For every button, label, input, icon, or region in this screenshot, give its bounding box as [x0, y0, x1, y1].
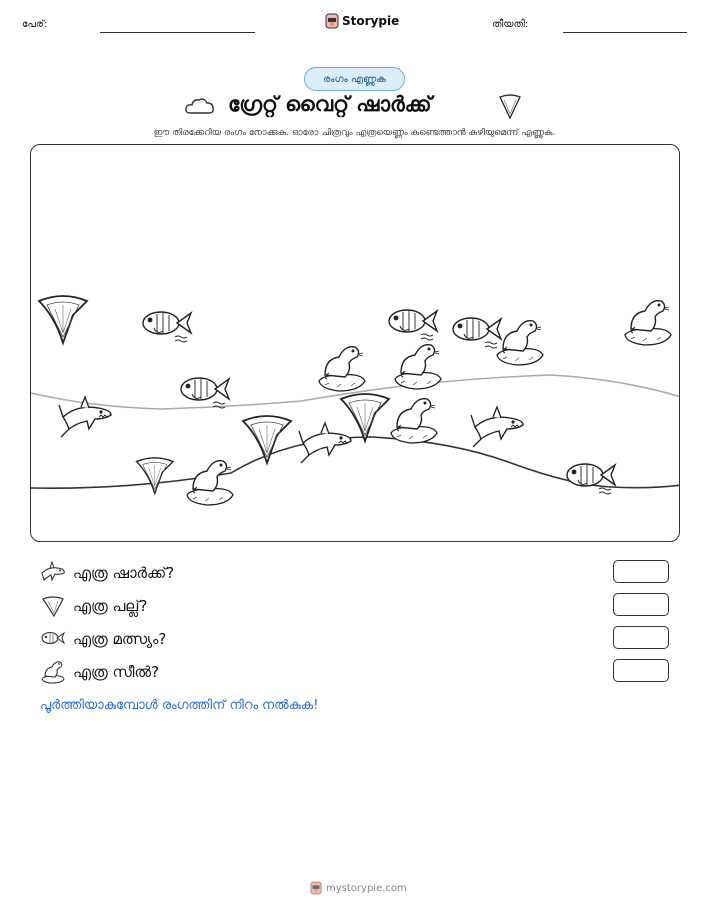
- answer-box-sharks[interactable]: [613, 560, 669, 583]
- scene-fish: [143, 312, 191, 342]
- date-label: തീയതി:: [492, 19, 529, 30]
- scene-shark: [471, 407, 523, 447]
- scene-seal: [497, 321, 543, 365]
- question-sharks: എത്ര ഷാർക്ക്?: [73, 564, 175, 582]
- scene-fish: [181, 378, 229, 408]
- counting-scene: [30, 144, 680, 542]
- question-row-sharks: [40, 560, 672, 586]
- name-label: പേര്:: [22, 19, 48, 30]
- tooth-icon: [40, 593, 66, 619]
- color-instruction: പൂർത്തിയാകുമ്പോൾ രംഗത്തിന് നിറം നൽകുക!: [40, 698, 319, 713]
- answer-box-seals[interactable]: [613, 659, 669, 682]
- title-row: [0, 92, 709, 122]
- scene-seal: [625, 301, 671, 345]
- activity-badge: രംഗം എണ്ണുക: [304, 67, 405, 91]
- seal-icon: [40, 659, 66, 685]
- shark-tooth-icon: [497, 92, 523, 120]
- question-seals: എത്ര സീൽ?: [73, 663, 160, 681]
- page-title: ഗ്രേറ്റ് വൈറ്റ് ഷാർക്ക്: [228, 92, 432, 116]
- scene-seal: [187, 461, 233, 505]
- question-fish: എത്ര മത്സ്യം?: [73, 630, 167, 648]
- shark-icon: [40, 560, 66, 586]
- scene-tooth: [243, 416, 291, 463]
- pig-mascot-icon: [325, 13, 339, 29]
- scene-tooth: [137, 458, 173, 494]
- site-url: mystorypie.com: [326, 882, 407, 894]
- date-field-line[interactable]: [563, 32, 687, 33]
- answer-box-teeth[interactable]: [613, 593, 669, 616]
- fish-icon: [40, 626, 66, 652]
- site-footer: [310, 881, 407, 895]
- question-row-seals: [40, 659, 672, 685]
- instructions: ഈ തിരക്കേറിയ രംഗം നോക്കുക. ഓരോ ചിത്രവും എത്രയെണ്ണം കണ്ടെത്താൻ കഴിയുമെന്ന് എണ്ണുക.: [153, 128, 556, 138]
- brand-name: Storypie: [342, 14, 400, 28]
- answer-box-fish[interactable]: [613, 626, 669, 649]
- brand-logo: [325, 13, 399, 29]
- cloud-icon: [184, 95, 216, 117]
- name-field-line[interactable]: [100, 32, 255, 33]
- question-teeth: എത്ര പല്ല്?: [73, 597, 148, 615]
- question-row-fish: [40, 626, 672, 652]
- question-row-teeth: [40, 593, 672, 619]
- scene-fish: [389, 310, 437, 340]
- scene-tooth: [39, 296, 87, 343]
- scene-seal: [319, 347, 365, 391]
- scene-fish: [453, 318, 501, 348]
- pig-mascot-icon: [310, 881, 322, 895]
- scene-tooth: [341, 394, 389, 441]
- scene-fish: [567, 464, 615, 494]
- scene-shark: [299, 423, 351, 463]
- scene-shark: [59, 397, 111, 437]
- scene-seal: [391, 399, 437, 443]
- scene-seal: [395, 345, 441, 389]
